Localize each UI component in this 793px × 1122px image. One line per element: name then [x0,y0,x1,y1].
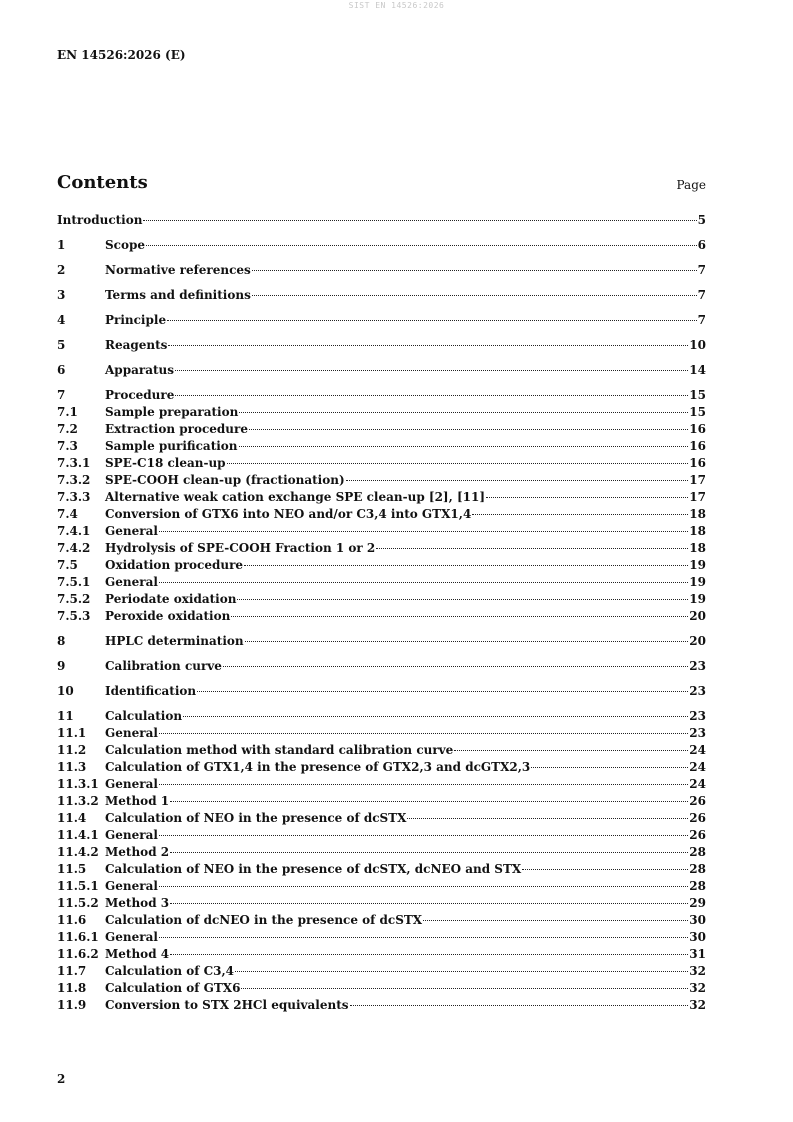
toc-entry[interactable] [57,658,706,675]
toc-entry[interactable] [57,574,706,591]
toc-entry-number: 11.9 [57,998,87,1012]
toc-entry[interactable] [57,793,706,810]
toc-entry-page: 30 [689,930,706,944]
toc-entry[interactable] [57,237,706,254]
toc-entry-page: 18 [689,541,706,555]
toc-dot-leader [159,531,688,532]
toc-entry[interactable] [57,946,706,963]
toc-entry-title: General [105,575,158,589]
toc-entry-page: 23 [689,726,706,740]
toc-entry-title: Sample preparation [105,405,239,419]
toc-entry-title: Sample purification [105,439,238,453]
toc-entry-title: SPE-C18 clean-up [105,456,226,470]
toc-entry-number: 11.3 [57,760,87,774]
toc-entry-number: 11.4.2 [57,845,99,859]
toc-entry-page: 16 [689,422,706,436]
toc-entry-title: General [105,726,158,740]
toc-entry-title: Extraction procedure [105,422,248,436]
toc-entry-page: 7 [697,288,706,302]
toc-dot-leader [244,565,688,566]
toc-dot-leader [531,767,688,768]
toc-entry[interactable] [57,506,706,523]
toc-entry[interactable] [57,844,706,861]
toc-dot-leader [522,869,688,870]
toc-entry[interactable] [57,472,706,489]
toc-entry-page: 32 [689,981,706,995]
toc-dot-leader [346,480,689,481]
toc-entry-title: Peroxide oxidation [105,609,231,623]
toc-entry-number: 2 [57,263,66,277]
toc-entry[interactable] [57,827,706,844]
toc-entry-title: Terms and definitions [105,288,251,302]
toc-entry-number: 7 [57,388,66,402]
toc-entry-page: 17 [689,490,706,504]
toc-dot-leader [423,920,688,921]
toc-dot-leader [159,937,688,938]
toc-dot-leader [168,345,688,346]
toc-entry-number: 11.6 [57,913,87,927]
toc-entry-title: Calculation method with standard calibration curve [105,743,454,757]
toc-entry-title: General [105,879,158,893]
toc-entry-title: Method 1 [105,794,170,808]
toc-dot-leader [159,784,688,785]
toc-entry[interactable] [57,489,706,506]
toc-entry[interactable] [57,810,706,827]
toc-entry-page: 23 [689,709,706,723]
toc-dot-leader [376,548,688,549]
toc-entry-title: Identification [105,684,197,698]
toc-entry-title: Alternative weak cation exchange SPE clean-up [2], [11] [105,490,486,504]
toc-entry[interactable] [57,438,706,455]
toc-entry-page: 26 [689,828,706,842]
toc-entry-title: Scope [105,238,146,252]
toc-entry-title: Calibration curve [105,659,222,673]
page-column-label: Page [676,178,706,192]
toc-entry-number: 11 [57,709,74,723]
toc-entry[interactable] [57,895,706,912]
toc-entry-page: 30 [689,913,706,927]
toc-entry-number: 7.5.1 [57,575,91,589]
toc-entry[interactable] [57,912,706,929]
toc-dot-leader [183,716,688,717]
toc-entry-number: 11.6.1 [57,930,99,944]
toc-dot-leader [252,270,697,271]
toc-entry-page: 18 [689,507,706,521]
toc-dot-leader [167,320,697,321]
toc-dot-leader [245,641,689,642]
toc-entry[interactable] [57,963,706,980]
toc-dot-leader [197,691,688,692]
toc-entry[interactable] [57,861,706,878]
toc-entry-title: General [105,524,158,538]
toc-entry[interactable] [57,997,706,1014]
toc-entry[interactable] [57,608,706,625]
toc-entry-page: 19 [689,592,706,606]
toc-entry-title: Reagents [105,338,168,352]
toc-entry-page: 5 [697,213,706,227]
toc-entry-number: 5 [57,338,66,352]
toc-entry-number: 11.6.2 [57,947,99,961]
toc-entry-title: Apparatus [105,363,174,377]
toc-entry-title: Procedure [105,388,175,402]
toc-entry-number: 7.4.1 [57,524,91,538]
toc-entry[interactable] [57,878,706,895]
toc-entry-title: Principle [105,313,167,327]
toc-dot-leader [252,295,697,296]
table-of-contents [57,212,706,1014]
toc-dot-leader [159,835,688,836]
toc-entry-number: 7.3.3 [57,490,91,504]
toc-entry-page: 7 [697,263,706,277]
toc-entry-number: 6 [57,363,66,377]
toc-dot-leader [237,599,688,600]
toc-entry-number: 7.4 [57,507,78,521]
toc-dot-leader [175,395,688,396]
toc-entry-title: SPE-COOH clean-up (fractionation) [105,473,345,487]
toc-entry-page: 10 [689,338,706,352]
toc-entry-page: 29 [689,896,706,910]
toc-entry-page: 24 [689,760,706,774]
toc-entry-page: 32 [689,998,706,1012]
toc-entry-page: 15 [689,388,706,402]
toc-entry-page: 28 [689,845,706,859]
toc-entry-number: 8 [57,634,66,648]
toc-entry-number: 11.4 [57,811,87,825]
contents-heading: Contents [57,172,148,193]
toc-entry[interactable] [57,683,706,700]
toc-entry-page: 20 [689,634,706,648]
toc-entry-number: 3 [57,288,66,302]
toc-entry-number: 11.5.2 [57,896,99,910]
toc-entry-page: 28 [689,879,706,893]
toc-entry-number: 7.1 [57,405,78,419]
toc-dot-leader [170,801,688,802]
toc-entry-title: Hydrolysis of SPE-COOH Fraction 1 or 2 [105,541,376,555]
toc-entry-title: Calculation [105,709,183,723]
toc-entry[interactable] [57,759,706,776]
toc-entry-page: 19 [689,575,706,589]
toc-dot-leader [407,818,688,819]
toc-entry[interactable] [57,776,706,793]
toc-entry-number: 7.4.2 [57,541,91,555]
toc-entry-number: 11.7 [57,964,87,978]
toc-entry[interactable] [57,725,706,742]
toc-dot-leader [223,666,688,667]
toc-entry-title: HPLC determination [105,634,244,648]
toc-entry-title: General [105,777,158,791]
toc-entry-number: 7.3.1 [57,456,91,470]
toc-entry-title: Calculation of GTX1,4 in the presence of GTX2,3 and dcGTX2,3 [105,760,531,774]
toc-dot-leader [472,514,688,515]
toc-dot-leader [239,446,689,447]
toc-entry-number: 11.4.1 [57,828,99,842]
toc-dot-leader [231,616,688,617]
toc-entry-page: 26 [689,794,706,808]
toc-entry[interactable] [57,387,706,404]
toc-entry[interactable] [57,708,706,725]
toc-entry-title: General [105,930,158,944]
toc-entry-title: Conversion of GTX6 into NEO and/or C3,4 into GTX1,4 [105,507,472,521]
toc-entry[interactable] [57,262,706,279]
toc-entry-title: Normative references [105,263,251,277]
toc-entry-title: Calculation of C3,4 [105,964,235,978]
toc-entry-page: 24 [689,743,706,757]
toc-entry-page: 23 [689,684,706,698]
toc-entry-title: General [105,828,158,842]
toc-entry[interactable] [57,362,706,379]
toc-entry-page: 23 [689,659,706,673]
toc-entry-number: 11.1 [57,726,87,740]
toc-dot-leader [249,429,688,430]
toc-dot-leader [159,582,688,583]
toc-entry-page: 6 [697,238,706,252]
toc-entry[interactable] [57,421,706,438]
toc-entry-title: Oxidation procedure [105,558,244,572]
toc-entry-page: 28 [689,862,706,876]
toc-entry-page: 17 [689,473,706,487]
toc-entry[interactable] [57,557,706,574]
toc-entry-title: Method 2 [105,845,170,859]
toc-dot-leader [170,852,688,853]
toc-entry-number: 11.8 [57,981,87,995]
toc-entry-title: Calculation of NEO in the presence of dcSTX [105,811,407,825]
toc-dot-leader [143,220,696,221]
toc-entry-page: 26 [689,811,706,825]
toc-entry-number: 4 [57,313,66,327]
toc-entry[interactable] [57,212,706,229]
toc-entry[interactable] [57,523,706,540]
toc-entry-page: 31 [689,947,706,961]
toc-dot-leader [159,886,688,887]
toc-entry-number: 7.5.3 [57,609,91,623]
toc-entry[interactable] [57,633,706,650]
toc-entry[interactable] [57,404,706,421]
toc-dot-leader [239,412,688,413]
toc-dot-leader [350,1005,689,1006]
toc-entry-page: 16 [689,456,706,470]
toc-entry-page: 32 [689,964,706,978]
toc-entry[interactable] [57,929,706,946]
toc-entry[interactable] [57,455,706,472]
toc-entry-number: 11.3.2 [57,794,99,808]
toc-entry-number: 10 [57,684,74,698]
toc-dot-leader [175,370,688,371]
toc-entry-title: Method 3 [105,896,170,910]
toc-dot-leader [486,497,688,498]
toc-entry-title: Conversion to STX 2HCl equivalents [105,998,349,1012]
toc-entry-title: Calculation of NEO in the presence of dcSTX, dcNEO and STX [105,862,522,876]
toc-entry-number: 11.5 [57,862,87,876]
toc-entry[interactable] [57,337,706,354]
toc-entry-number: 9 [57,659,66,673]
toc-entry-title: Calculation of dcNEO in the presence of dcSTX [105,913,423,927]
page-number: 2 [57,1072,66,1086]
toc-entry-number: 7.5 [57,558,78,572]
toc-entry-page: 7 [697,313,706,327]
toc-entry-number: 11.5.1 [57,879,99,893]
toc-entry-page: 16 [689,439,706,453]
toc-dot-leader [241,988,688,989]
toc-dot-leader [170,954,688,955]
toc-entry-number: 11.3.1 [57,777,99,791]
toc-entry[interactable] [57,742,706,759]
toc-entry[interactable] [57,980,706,997]
toc-entry-number: 7.3.2 [57,473,91,487]
toc-entry-page: 24 [689,777,706,791]
document-id: EN 14526:2026 (E) [57,48,186,62]
toc-entry-title: Introduction [57,213,143,227]
toc-entry[interactable] [57,287,706,304]
toc-entry[interactable] [57,540,706,557]
toc-entry-page: 18 [689,524,706,538]
toc-dot-leader [235,971,688,972]
toc-entry-page: 14 [689,363,706,377]
toc-dot-leader [454,750,688,751]
toc-entry-title: Method 4 [105,947,170,961]
toc-entry-page: 15 [689,405,706,419]
toc-dot-leader [170,903,688,904]
toc-entry-number: 7.2 [57,422,78,436]
toc-entry-title: Calculation of GTX6 [105,981,241,995]
toc-entry[interactable] [57,591,706,608]
toc-entry-page: 19 [689,558,706,572]
watermark-text: SIST EN 14526:2026 [348,1,445,10]
toc-entry-page: 20 [689,609,706,623]
toc-dot-leader [227,463,689,464]
toc-entry-number: 7.3 [57,439,78,453]
toc-entry-number: 1 [57,238,66,252]
toc-entry-title: Periodate oxidation [105,592,237,606]
toc-entry[interactable] [57,312,706,329]
toc-entry-number: 7.5.2 [57,592,91,606]
toc-dot-leader [146,245,697,246]
toc-entry-number: 11.2 [57,743,87,757]
toc-dot-leader [159,733,688,734]
